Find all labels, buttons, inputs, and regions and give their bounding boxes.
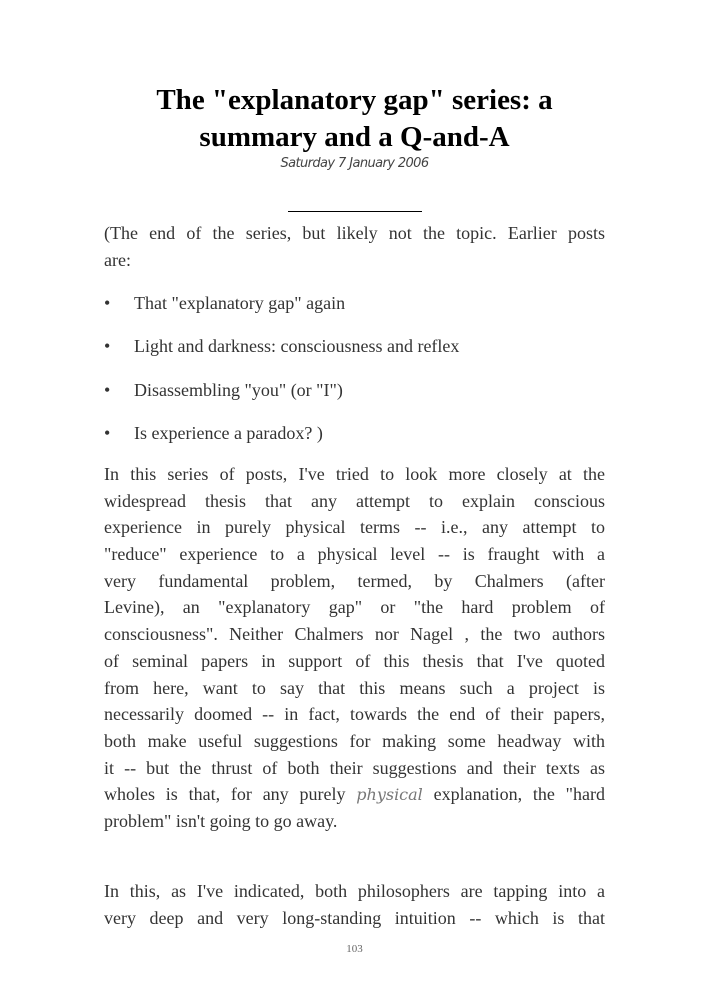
text-line: it -- but the thrust of both their suggestions and their texts as [104,757,605,778]
body-paragraph-1 [104,461,605,835]
list-item-label[interactable]: Disassembling "you" (or "I") [134,379,343,400]
text-line: In this, as I've indicated, both philosophers are tapping into a [104,881,605,901]
text-line: very deep and very long-standing intuition -- which is that [104,907,605,928]
page-number: 103 [346,943,363,955]
list-item[interactable] [104,333,459,376]
body-paragraph-2 [104,878,605,931]
text-line: consciousness". Neither Chalmers nor Nagel , the two authors [104,624,605,645]
list-item[interactable] [104,420,459,463]
list-item-label[interactable]: That "explanatory gap" again [134,293,346,313]
text-line: very fundamental problem, termed, by Chalmers (after [104,570,605,591]
text-line: problem" isn't going to go away. [104,810,338,831]
page-title [0,82,709,156]
text-line: of seminal papers in support of this thesis that I've quoted [104,650,605,671]
text-line: from here, want to say that this means such a project is [104,677,605,698]
list-item[interactable] [104,377,459,420]
text-line: widespread thesis that any attempt to explain conscious [104,490,605,511]
list-item[interactable] [104,290,459,333]
title-line: The "explanatory gap" series: a [156,84,553,116]
bullet-icon: • [104,422,111,443]
text-segment: wholes is that, for any purely [104,784,357,805]
list-item-label[interactable]: Is experience a paradox? ) [134,422,323,443]
bullet-icon: • [104,336,111,357]
bullet-icon: • [104,379,111,400]
text-line [104,781,605,808]
text-line: are: [104,249,131,270]
bullet-icon: • [104,293,111,313]
emphasized-word: physical [356,785,423,805]
title-line: summary and a Q-and-A [199,121,510,153]
text-line: experience in purely physical terms -- i.e., any attempt to [104,517,605,538]
text-line: "reduce" experience to a physical level -- is fraught with a [104,544,605,565]
text-line: (The end of the series, but likely not the topic. Earlier posts [104,223,605,243]
divider [288,211,422,212]
intro-paragraph [104,220,605,273]
text-line: both make useful suggestions for making some headway with [104,730,605,751]
text-line: necessarily doomed -- in fact, towards the end of their papers, [104,704,605,725]
post-date: Saturday 7 January 2006 [280,156,429,171]
list-item-label[interactable]: Light and darkness: consciousness and reflex [134,336,460,357]
text-segment: explanation, the "hard [422,784,605,805]
earlier-posts-list [104,290,459,463]
text-line: In this series of posts, I've tried to look more closely at the [104,464,605,484]
text-line: Levine), an "explanatory gap" or "the hard problem of [104,597,605,618]
